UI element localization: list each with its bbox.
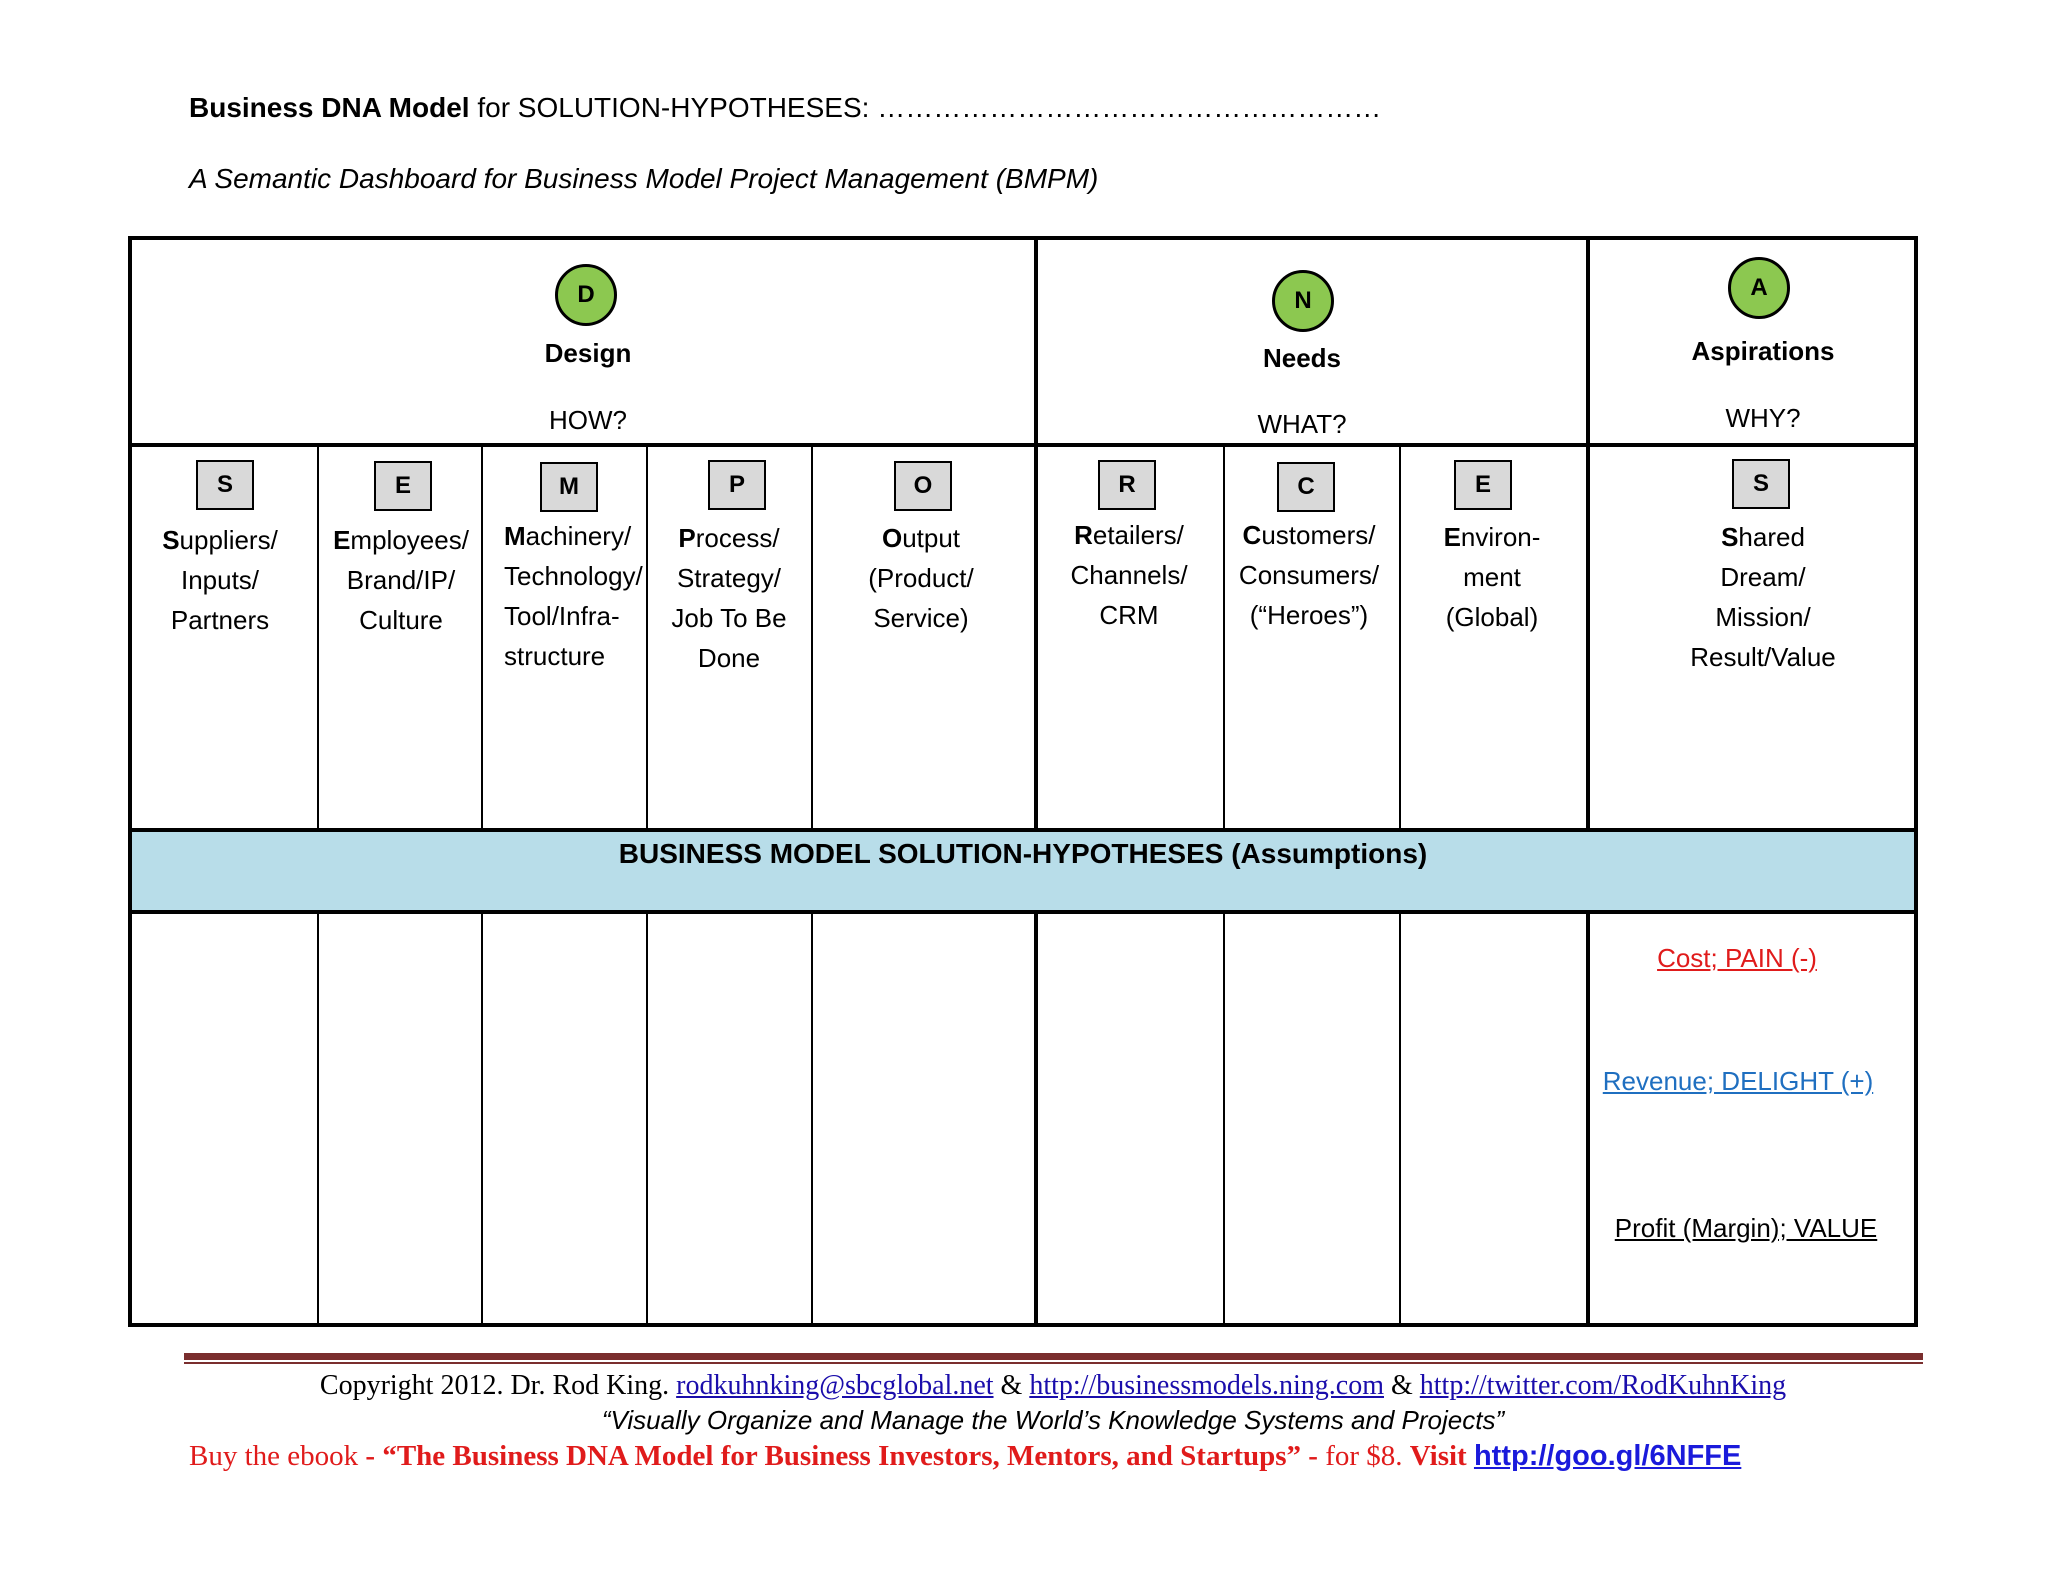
document-title xyxy=(189,92,1381,124)
col-machinery-text: Machinery/ Technology/ Tool/Infra- structure xyxy=(504,521,643,671)
hypotheses-band-title: BUSINESS MODEL SOLUTION-HYPOTHESES (Assumptions) xyxy=(618,838,1428,869)
visit-label: Visit xyxy=(1409,1440,1474,1472)
ampersand: & xyxy=(1383,1370,1420,1401)
col-divider xyxy=(811,447,813,828)
buy-pre: Buy the ebook xyxy=(189,1440,366,1472)
col-process-text: Process/ Strategy/ Job To Be Done xyxy=(671,523,787,673)
col-employees-text: Employees/ Brand/IP/ Culture xyxy=(333,525,469,635)
col-divider xyxy=(1399,914,1401,1323)
col-divider xyxy=(646,447,648,828)
design-question: HOW? xyxy=(549,405,627,435)
design-circle: D xyxy=(555,264,617,326)
site-link[interactable]: http://businessmodels.ning.com xyxy=(1029,1370,1384,1401)
letter-box-retailers: R xyxy=(1098,460,1156,510)
letter-box-customers: C xyxy=(1277,462,1335,512)
buy-ebook-line xyxy=(189,1440,1741,1473)
ebook-title: - “The Business DNA Model for Business Investors, Mentors, and Startups” - xyxy=(365,1440,1318,1472)
copyright-text: Copyright 2012. Dr. Rod King. xyxy=(319,1370,677,1401)
col-environment-text: Environ- ment (Global) xyxy=(1443,522,1541,632)
ebook-link[interactable]: http://goo.gl/6NFFE xyxy=(1473,1440,1742,1472)
group-divider-1 xyxy=(1034,236,1038,1327)
needs-label: Needs xyxy=(1262,343,1342,373)
col-customers-text: Customers/ Consumers/ (“Heroes”) xyxy=(1238,520,1380,630)
col-divider xyxy=(1223,447,1225,828)
header-divider xyxy=(128,443,1918,447)
col-suppliers-text: Suppliers/ Inputs/ Partners xyxy=(162,525,278,635)
document-subtitle: A Semantic Dashboard for Business Model Project Management (BMPM) xyxy=(189,163,1099,194)
aspirations-label: Aspirations xyxy=(1691,336,1835,366)
profit-value-label: Profit (Margin); VALUE xyxy=(1614,1213,1878,1243)
title-rest: for SOLUTION-HYPOTHESES: ……………………………………………… xyxy=(469,92,1382,123)
design-label: Design xyxy=(544,338,632,368)
letter-box-shared: S xyxy=(1732,459,1790,509)
letter-box-process: P xyxy=(708,460,766,510)
col-output-text: Output (Product/ Service) xyxy=(868,523,974,633)
title-bold: Business DNA Model xyxy=(189,92,470,123)
cost-pain-label: Cost; PAIN (-) xyxy=(1657,943,1817,973)
col-divider xyxy=(317,447,319,828)
letter-box-employees: E xyxy=(374,461,432,511)
email-link[interactable]: rodkuhnking@sbcglobal.net xyxy=(676,1370,994,1401)
twitter-link[interactable]: http://twitter.com/RodKuhnKing xyxy=(1419,1370,1787,1401)
letter-box-suppliers: S xyxy=(196,460,254,510)
col-divider xyxy=(1223,914,1225,1323)
letter-box-output: O xyxy=(894,461,952,511)
group-divider-2 xyxy=(1586,236,1590,1327)
col-divider xyxy=(646,914,648,1323)
dna-model-table xyxy=(128,236,1918,1327)
band-bottom-line xyxy=(128,910,1918,914)
col-divider xyxy=(481,914,483,1323)
ampersand: & xyxy=(993,1370,1030,1401)
footer-rule xyxy=(184,1353,1923,1360)
aspirations-circle: A xyxy=(1728,257,1790,319)
ebook-price: for $8. xyxy=(1317,1440,1410,1472)
col-divider xyxy=(317,914,319,1323)
letter-box-machinery: M xyxy=(540,462,598,512)
col-divider xyxy=(811,914,813,1323)
needs-circle: N xyxy=(1272,270,1334,332)
aspirations-question: WHY? xyxy=(1725,403,1801,433)
needs-question: WHAT? xyxy=(1257,409,1347,439)
col-divider xyxy=(481,447,483,828)
tagline: “Visually Organize and Manage the World’s Knowledge Systems and Projects” xyxy=(601,1405,1505,1435)
letter-box-environment: E xyxy=(1454,460,1512,510)
copyright-line xyxy=(320,1370,1786,1402)
footer-rule-thin xyxy=(184,1362,1923,1364)
col-retailers-text: Retailers/ Channels/ CRM xyxy=(1070,520,1188,630)
col-divider xyxy=(1399,447,1401,828)
col-shared-text: Shared Dream/ Mission/ Result/Value xyxy=(1690,522,1836,672)
revenue-delight-label: Revenue; DELIGHT (+) xyxy=(1602,1066,1874,1096)
